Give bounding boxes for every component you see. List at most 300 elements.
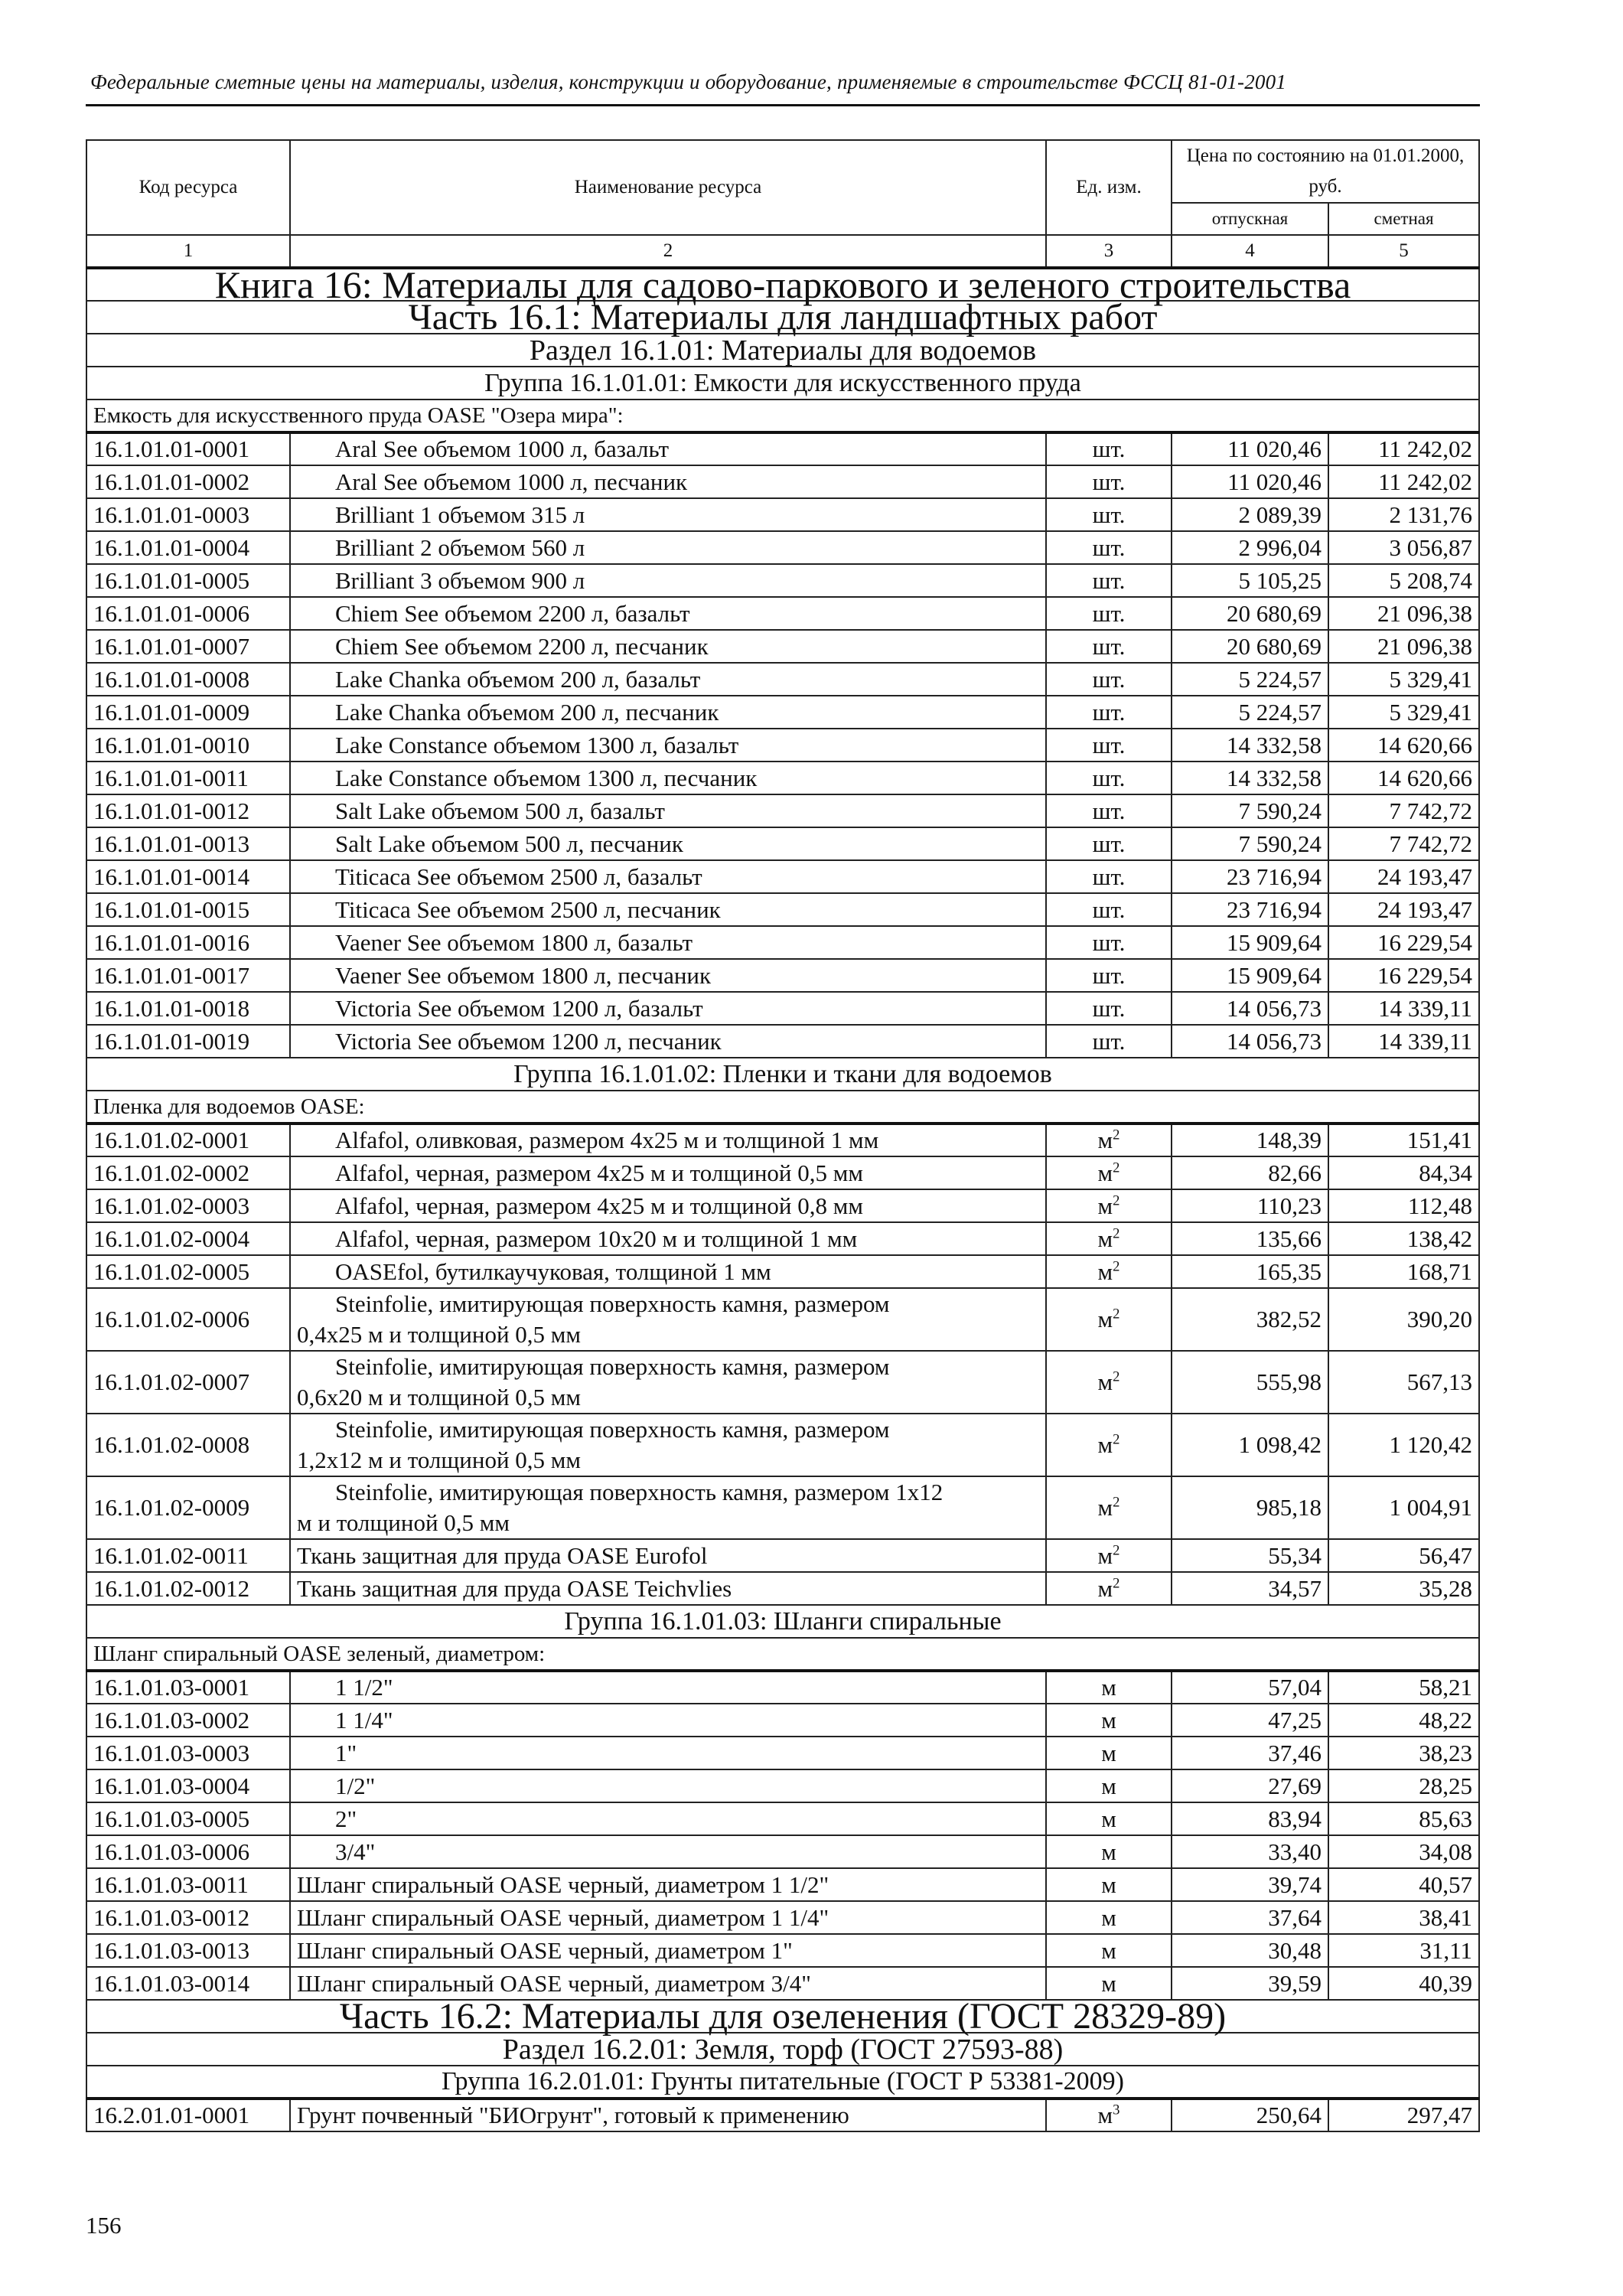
price-release: 11 020,46 (1172, 465, 1328, 498)
price-estimate: 24 193,47 (1328, 860, 1479, 893)
price-estimate: 11 242,02 (1328, 465, 1479, 498)
section-title: Раздел 16.1.01: Материалы для водоемов (86, 334, 1479, 367)
price-release: 250,64 (1172, 2099, 1328, 2131)
col-header-unit: Ед. изм. (1046, 140, 1172, 235)
resource-name-line1: Steinfolie, имитирующая поверхность камня, размером (335, 1290, 890, 1317)
unit-of-measure (1046, 1414, 1172, 1476)
table-row (86, 663, 1479, 696)
price-release: 14 056,73 (1172, 1025, 1328, 1058)
price-estimate: 48,22 (1328, 1704, 1479, 1737)
unit-of-measure: шт. (1046, 432, 1172, 465)
resource-code: 16.1.01.01-0005 (86, 564, 290, 597)
group-title: Группа 16.1.01.03: Шланги спиральные (86, 1605, 1479, 1638)
resource-name: Ткань защитная для пруда OASE Eurofol (290, 1539, 1046, 1572)
unit-exponent: 2 (1113, 1368, 1120, 1385)
unit-exponent: 2 (1113, 1431, 1120, 1448)
price-release: 14 056,73 (1172, 992, 1328, 1025)
table-row (86, 762, 1479, 794)
price-estimate: 567,13 (1328, 1351, 1479, 1414)
group-title: Группа 16.1.01.02: Пленки и ткани для водоемов (86, 1058, 1479, 1091)
resource-name-line2: 0,4x25 м и толщиной 0,5 мм (297, 1321, 582, 1348)
unit-of-measure: шт. (1046, 794, 1172, 827)
unit-base: м (1097, 1431, 1113, 1458)
resource-code: 16.1.01.02-0005 (86, 1255, 290, 1288)
price-estimate: 14 339,11 (1328, 1025, 1479, 1058)
table-row (86, 1476, 1479, 1539)
unit-exponent: 2 (1113, 1306, 1120, 1322)
resource-name-line2: 1,2x12 м и толщиной 0,5 мм (297, 1446, 582, 1473)
resource-name: Chiem See объемом 2200 л, песчаник (290, 630, 1046, 663)
table-row (86, 992, 1479, 1025)
resource-name: Brilliant 2 объемом 560 л (290, 531, 1046, 564)
unit-of-measure: м (1046, 1868, 1172, 1901)
unit-of-measure: шт. (1046, 926, 1172, 959)
book-row (86, 268, 1479, 301)
price-release: 165,35 (1172, 1255, 1328, 1288)
group-title: Группа 16.2.01.01: Грунты питательные (ГОСТ Р 53381-2009) (86, 2066, 1479, 2099)
price-estimate: 168,71 (1328, 1255, 1479, 1288)
table-row (86, 465, 1479, 498)
resource-name: 1/2" (290, 1769, 1046, 1802)
price-release: 2 996,04 (1172, 531, 1328, 564)
resource-code: 16.1.01.02-0004 (86, 1222, 290, 1255)
resource-code: 16.1.01.02-0011 (86, 1539, 290, 1572)
resource-name: 1" (290, 1737, 1046, 1769)
table-row (86, 1025, 1479, 1058)
unit-of-measure: шт. (1046, 893, 1172, 926)
group-row (86, 1058, 1479, 1091)
resource-code: 16.1.01.02-0003 (86, 1189, 290, 1222)
unit-of-measure: м (1046, 1967, 1172, 2000)
price-release: 27,69 (1172, 1769, 1328, 1802)
resource-name: Chiem See объемом 2200 л, базальт (290, 597, 1046, 630)
price-release: 5 224,57 (1172, 663, 1328, 696)
price-estimate: 1 004,91 (1328, 1476, 1479, 1539)
unit-exponent: 3 (1113, 2102, 1120, 2118)
unit-of-measure: шт. (1046, 465, 1172, 498)
price-release: 11 020,46 (1172, 432, 1328, 465)
table-row (86, 1901, 1479, 1934)
col-number: 4 (1172, 235, 1328, 268)
resource-name (290, 1351, 1046, 1414)
resource-name-line1: Steinfolie, имитирующая поверхность камня, размером (335, 1353, 890, 1380)
resource-code: 16.2.01.01-0001 (86, 2099, 290, 2131)
resource-code: 16.1.01.01-0003 (86, 498, 290, 531)
unit-base: м (1097, 1192, 1113, 1219)
resource-name: Lake Chanka объемом 200 л, песчаник (290, 696, 1046, 729)
section-row (86, 2033, 1479, 2066)
unit-base: м (1097, 2102, 1113, 2128)
table-row (86, 729, 1479, 762)
price-estimate: 5 329,41 (1328, 663, 1479, 696)
price-release: 15 909,64 (1172, 926, 1328, 959)
unit-of-measure: шт. (1046, 531, 1172, 564)
resource-name: Victoria See объемом 1200 л, базальт (290, 992, 1046, 1025)
unit-of-measure (1046, 1189, 1172, 1222)
price-release: 148,39 (1172, 1124, 1328, 1156)
resource-name: OASEfol, бутилкаучуковая, толщиной 1 мм (290, 1255, 1046, 1288)
resource-code: 16.1.01.01-0019 (86, 1025, 290, 1058)
price-release: 135,66 (1172, 1222, 1328, 1255)
table-row (86, 1737, 1479, 1769)
col-header-name: Наименование ресурса (290, 140, 1046, 235)
resource-name: Грунт почвенный "БИОгрунт", готовый к применению (290, 2099, 1046, 2131)
unit-of-measure: шт. (1046, 630, 1172, 663)
resource-name-line2: м и толщиной 0,5 мм (297, 1509, 510, 1536)
col-header-price-release: отпускная (1172, 203, 1328, 235)
price-estimate: 58,21 (1328, 1671, 1479, 1704)
resource-code: 16.1.01.03-0001 (86, 1671, 290, 1704)
resource-code: 16.1.01.01-0001 (86, 432, 290, 465)
resource-code: 16.1.01.01-0018 (86, 992, 290, 1025)
section-title: Раздел 16.2.01: Земля, торф (ГОСТ 27593-88) (86, 2033, 1479, 2066)
page-number: 156 (86, 2212, 122, 2239)
table-row (86, 1802, 1479, 1835)
price-estimate: 24 193,47 (1328, 893, 1479, 926)
col-number: 3 (1046, 235, 1172, 268)
price-release: 33,40 (1172, 1835, 1328, 1868)
resource-name: Ткань защитная для пруда OASE Teichvlies (290, 1572, 1046, 1605)
table-row (86, 531, 1479, 564)
price-estimate: 5 208,74 (1328, 564, 1479, 597)
unit-of-measure (1046, 2099, 1172, 2131)
price-estimate: 35,28 (1328, 1572, 1479, 1605)
table-row (86, 1671, 1479, 1704)
unit-of-measure: шт. (1046, 959, 1172, 992)
resource-name: Alfafol, черная, размером 10x20 м и толщиной 1 мм (290, 1222, 1046, 1255)
price-estimate: 21 096,38 (1328, 597, 1479, 630)
resource-code: 16.1.01.03-0012 (86, 1901, 290, 1934)
resource-code: 16.1.01.03-0005 (86, 1802, 290, 1835)
table-body (86, 263, 1479, 2131)
table-row (86, 1156, 1479, 1189)
resource-name-line1: Steinfolie, имитирующая поверхность камня, размером (335, 1416, 890, 1443)
table-row (86, 1769, 1479, 1802)
price-release: 57,04 (1172, 1671, 1328, 1704)
price-release: 30,48 (1172, 1934, 1328, 1967)
unit-of-measure: шт. (1046, 1025, 1172, 1058)
price-estimate: 5 329,41 (1328, 696, 1479, 729)
resource-code: 16.1.01.03-0014 (86, 1967, 290, 2000)
price-release: 39,59 (1172, 1967, 1328, 2000)
price-release: 14 332,58 (1172, 729, 1328, 762)
table-row (86, 1351, 1479, 1414)
unit-of-measure: шт. (1046, 860, 1172, 893)
unit-exponent: 2 (1113, 1494, 1120, 1511)
price-estimate: 14 620,66 (1328, 762, 1479, 794)
resource-name: Aral See объемом 1000 л, песчаник (290, 465, 1046, 498)
unit-base: м (1097, 1368, 1113, 1395)
table-row (86, 432, 1479, 465)
price-release: 555,98 (1172, 1351, 1328, 1414)
price-estimate: 151,41 (1328, 1124, 1479, 1156)
resource-code: 16.1.01.01-0013 (86, 827, 290, 860)
unit-of-measure (1046, 1572, 1172, 1605)
subhead-row (86, 1638, 1479, 1671)
price-estimate: 7 742,72 (1328, 794, 1479, 827)
unit-of-measure (1046, 1156, 1172, 1189)
price-release: 110,23 (1172, 1189, 1328, 1222)
table-header-row (86, 140, 1479, 203)
price-estimate: 84,34 (1328, 1156, 1479, 1189)
table-row (86, 959, 1479, 992)
resource-name: Brilliant 1 объемом 315 л (290, 498, 1046, 531)
table-row (86, 1539, 1479, 1572)
price-release: 2 089,39 (1172, 498, 1328, 531)
resource-code: 16.1.01.01-0010 (86, 729, 290, 762)
resource-code: 16.1.01.03-0011 (86, 1868, 290, 1901)
unit-exponent: 2 (1113, 1192, 1120, 1209)
resource-name: Titicaca See объемом 2500 л, базальт (290, 860, 1046, 893)
unit-of-measure: м (1046, 1704, 1172, 1737)
price-release: 985,18 (1172, 1476, 1328, 1539)
unit-of-measure (1046, 1255, 1172, 1288)
book-title: Книга 16: Материалы для садово-паркового и зеленого строительства (86, 268, 1479, 301)
resource-code: 16.1.01.01-0009 (86, 696, 290, 729)
price-release: 47,25 (1172, 1704, 1328, 1737)
unit-of-measure: шт. (1046, 729, 1172, 762)
resource-code: 16.1.01.02-0007 (86, 1351, 290, 1414)
group-subhead: Шланг спиральный OASE зеленый, диаметром: (86, 1638, 1479, 1671)
table-row (86, 696, 1479, 729)
table-row (86, 926, 1479, 959)
price-estimate: 40,39 (1328, 1967, 1479, 2000)
price-estimate: 11 242,02 (1328, 432, 1479, 465)
unit-base: м (1097, 1541, 1113, 1569)
unit-base: м (1097, 1127, 1113, 1153)
resource-code: 16.1.01.03-0006 (86, 1835, 290, 1868)
resource-name: Salt Lake объемом 500 л, песчаник (290, 827, 1046, 860)
col-header-price-group: Цена по состоянию на 01.01.2000, руб. (1172, 140, 1479, 203)
resource-name: Alfafol, оливковая, размером 4x25 м и толщиной 1 мм (290, 1124, 1046, 1156)
table-row (86, 1934, 1479, 1967)
table-row (86, 827, 1479, 860)
resource-name (290, 1476, 1046, 1539)
unit-exponent: 2 (1113, 1127, 1120, 1143)
resource-code: 16.1.01.01-0017 (86, 959, 290, 992)
unit-of-measure: шт. (1046, 564, 1172, 597)
price-release: 23 716,94 (1172, 860, 1328, 893)
group-subhead: Пленка для водоемов OASE: (86, 1091, 1479, 1124)
resource-name: Шланг спиральный OASE черный, диаметром 1" (290, 1934, 1046, 1967)
resource-name: Salt Lake объемом 500 л, базальт (290, 794, 1046, 827)
col-number: 2 (290, 235, 1046, 268)
price-estimate: 21 096,38 (1328, 630, 1479, 663)
unit-of-measure: м (1046, 1671, 1172, 1704)
resource-code: 16.1.01.02-0008 (86, 1414, 290, 1476)
header-rule (86, 104, 1480, 106)
unit-of-measure: шт. (1046, 827, 1172, 860)
unit-of-measure: шт. (1046, 696, 1172, 729)
unit-exponent: 2 (1113, 1542, 1120, 1559)
resource-code: 16.1.01.03-0004 (86, 1769, 290, 1802)
price-release: 55,34 (1172, 1539, 1328, 1572)
resource-code: 16.1.01.01-0002 (86, 465, 290, 498)
price-release: 83,94 (1172, 1802, 1328, 1835)
group-row (86, 367, 1479, 400)
table-row (86, 893, 1479, 926)
resource-name-line1: Steinfolie, имитирующая поверхность камня, размером 1x12 (335, 1479, 943, 1505)
price-release: 5 105,25 (1172, 564, 1328, 597)
resource-name: Alfafol, черная, размером 4x25 м и толщиной 0,8 мм (290, 1189, 1046, 1222)
price-release: 14 332,58 (1172, 762, 1328, 794)
price-estimate: 31,11 (1328, 1934, 1479, 1967)
price-estimate: 16 229,54 (1328, 959, 1479, 992)
table-row (86, 498, 1479, 531)
unit-of-measure: м (1046, 1934, 1172, 1967)
col-number: 5 (1328, 235, 1479, 268)
unit-of-measure (1046, 1539, 1172, 1572)
table-row (86, 1189, 1479, 1222)
price-estimate: 3 056,87 (1328, 531, 1479, 564)
resource-name: Aral See объемом 1000 л, базальт (290, 432, 1046, 465)
part-title: Часть 16.2: Материалы для озеленения (ГОСТ 28329-89) (86, 2000, 1479, 2033)
price-estimate: 138,42 (1328, 1222, 1479, 1255)
price-release: 37,64 (1172, 1901, 1328, 1934)
unit-of-measure: шт. (1046, 992, 1172, 1025)
price-estimate: 390,20 (1328, 1288, 1479, 1351)
resource-code: 16.1.01.01-0016 (86, 926, 290, 959)
resource-name: 3/4" (290, 1835, 1046, 1868)
resource-name (290, 1288, 1046, 1351)
table-row (86, 2099, 1479, 2131)
unit-base: м (1097, 1494, 1113, 1521)
unit-of-measure: м (1046, 1802, 1172, 1835)
unit-of-measure: шт. (1046, 663, 1172, 696)
price-release: 39,74 (1172, 1868, 1328, 1901)
price-estimate: 112,48 (1328, 1189, 1479, 1222)
table-row (86, 1288, 1479, 1351)
price-estimate: 38,23 (1328, 1737, 1479, 1769)
price-release: 1 098,42 (1172, 1414, 1328, 1476)
resource-name (290, 1414, 1046, 1476)
unit-of-measure: м (1046, 1737, 1172, 1769)
unit-exponent: 2 (1113, 1258, 1120, 1275)
resource-name: Lake Constance объемом 1300 л, базальт (290, 729, 1046, 762)
group-title: Группа 16.1.01.01: Емкости для искусственного пруда (86, 367, 1479, 400)
table-row (86, 564, 1479, 597)
resource-name: 2" (290, 1802, 1046, 1835)
resource-code: 16.1.01.02-0002 (86, 1156, 290, 1189)
price-release: 34,57 (1172, 1572, 1328, 1605)
resource-code: 16.1.01.01-0012 (86, 794, 290, 827)
price-estimate: 7 742,72 (1328, 827, 1479, 860)
resource-code: 16.1.01.01-0014 (86, 860, 290, 893)
unit-base: м (1097, 1257, 1113, 1285)
unit-of-measure: шт. (1046, 762, 1172, 794)
unit-of-measure: м (1046, 1835, 1172, 1868)
price-estimate: 56,47 (1328, 1539, 1479, 1572)
resource-code: 16.1.01.03-0003 (86, 1737, 290, 1769)
resource-code: 16.1.01.02-0012 (86, 1572, 290, 1605)
table-row (86, 630, 1479, 663)
price-release: 20 680,69 (1172, 630, 1328, 663)
price-release: 7 590,24 (1172, 827, 1328, 860)
table-row (86, 1572, 1479, 1605)
col-number: 1 (86, 235, 290, 268)
table-row (86, 1124, 1479, 1156)
resource-name: Vaener See объемом 1800 л, базальт (290, 926, 1046, 959)
price-table (86, 139, 1480, 2132)
group-row (86, 1605, 1479, 1638)
table-row (86, 1967, 1479, 2000)
price-estimate: 38,41 (1328, 1901, 1479, 1934)
unit-base: м (1097, 1225, 1113, 1252)
price-estimate: 1 120,42 (1328, 1414, 1479, 1476)
table-row (86, 860, 1479, 893)
unit-of-measure: шт. (1046, 498, 1172, 531)
resource-name: Vaener See объемом 1800 л, песчаник (290, 959, 1046, 992)
resource-code: 16.1.01.03-0002 (86, 1704, 290, 1737)
resource-code: 16.1.01.02-0006 (86, 1288, 290, 1351)
price-estimate: 85,63 (1328, 1802, 1479, 1835)
price-release: 23 716,94 (1172, 893, 1328, 926)
unit-of-measure (1046, 1124, 1172, 1156)
subhead-row (86, 400, 1479, 432)
unit-exponent: 2 (1113, 1159, 1120, 1176)
unit-of-measure: шт. (1046, 597, 1172, 630)
resource-name: Шланг спиральный OASE черный, диаметром 3/4" (290, 1967, 1046, 2000)
unit-of-measure: м (1046, 1901, 1172, 1934)
price-estimate: 297,47 (1328, 2099, 1479, 2131)
col-header-price-estimate: сметная (1328, 203, 1479, 235)
resource-name: Lake Chanka объемом 200 л, базальт (290, 663, 1046, 696)
resource-code: 16.1.01.03-0013 (86, 1934, 290, 1967)
price-estimate: 34,08 (1328, 1835, 1479, 1868)
unit-base: м (1097, 1159, 1113, 1186)
unit-base: м (1097, 1574, 1113, 1602)
table-row (86, 794, 1479, 827)
resource-name: Шланг спиральный OASE черный, диаметром 1 1/2" (290, 1868, 1046, 1901)
part-title: Часть 16.1: Материалы для ландшафтных работ (86, 301, 1479, 334)
resource-code: 16.1.01.01-0008 (86, 663, 290, 696)
price-release: 382,52 (1172, 1288, 1328, 1351)
resource-name: Brilliant 3 объемом 900 л (290, 564, 1046, 597)
price-release: 82,66 (1172, 1156, 1328, 1189)
table-row (86, 1222, 1479, 1255)
resource-code: 16.1.01.02-0009 (86, 1476, 290, 1539)
resource-name: 1 1/2" (290, 1671, 1046, 1704)
resource-name: 1 1/4" (290, 1704, 1046, 1737)
resource-code: 16.1.01.01-0007 (86, 630, 290, 663)
price-estimate: 14 339,11 (1328, 992, 1479, 1025)
unit-of-measure (1046, 1288, 1172, 1351)
price-estimate: 14 620,66 (1328, 729, 1479, 762)
table-row (86, 597, 1479, 630)
resource-name-line2: 0,6x20 м и толщиной 0,5 мм (297, 1384, 582, 1411)
table-row (86, 1255, 1479, 1288)
price-release: 20 680,69 (1172, 597, 1328, 630)
price-estimate: 28,25 (1328, 1769, 1479, 1802)
table-row (86, 1868, 1479, 1901)
unit-of-measure (1046, 1351, 1172, 1414)
price-release: 5 224,57 (1172, 696, 1328, 729)
part-row (86, 2000, 1479, 2033)
unit-exponent: 2 (1113, 1575, 1120, 1592)
price-estimate: 2 131,76 (1328, 498, 1479, 531)
resource-code: 16.1.01.01-0011 (86, 762, 290, 794)
resource-code: 16.1.01.01-0004 (86, 531, 290, 564)
resource-name: Titicaca See объемом 2500 л, песчаник (290, 893, 1046, 926)
resource-name: Шланг спиральный OASE черный, диаметром 1 1/4" (290, 1901, 1046, 1934)
table-row (86, 1414, 1479, 1476)
resource-name: Lake Constance объемом 1300 л, песчаник (290, 762, 1046, 794)
unit-of-measure (1046, 1476, 1172, 1539)
table-row (86, 1835, 1479, 1868)
unit-of-measure (1046, 1222, 1172, 1255)
price-estimate: 16 229,54 (1328, 926, 1479, 959)
resource-code: 16.1.01.01-0006 (86, 597, 290, 630)
